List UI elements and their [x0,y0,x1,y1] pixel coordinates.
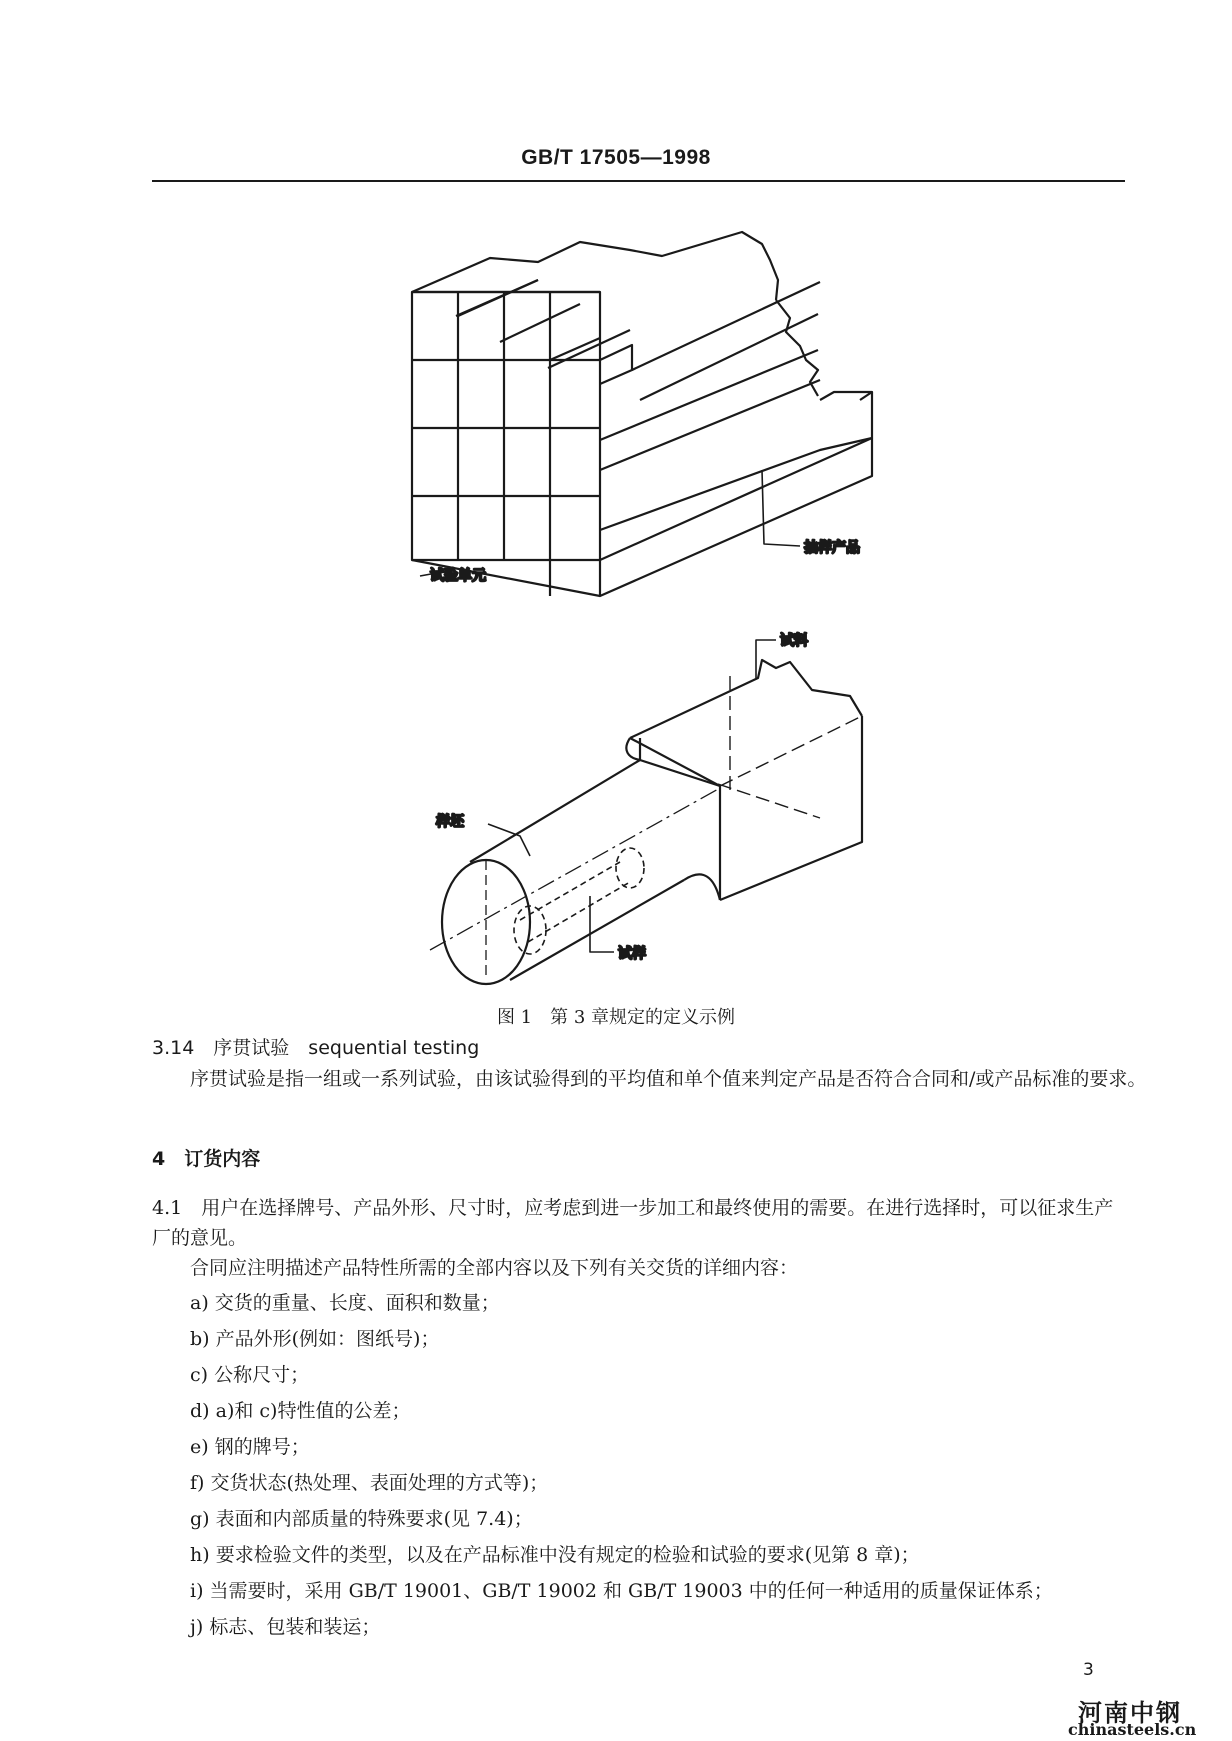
paragraph-4-1: 4.1 用户在选择牌号、产品外形、尺寸时，应考虑到进一步加工和最终使用的需要。在进行选择时，可以征求生产厂的意见。 [152,1197,1114,1249]
list-item: g) 表面和内部质量的特殊要求(见 7.4)； [190,1508,533,1530]
figure-caption: 图 1 第 3 章规定的定义示例 [496,1007,736,1028]
page-number: 3 [1083,1660,1094,1680]
list-item: h) 要求检验文件的类型，以及在产品标准中没有规定的检验和试验的要求(见第 8 章)； [190,1544,920,1566]
list-item: c) 公称尺寸； [190,1364,310,1386]
paragraph-contract: 合同应注明描述产品特性所需的全部内容以及下列有关交货的详细内容： [190,1257,799,1279]
label-specimen: 试样 [618,946,646,962]
page-header: GB/T 17505—1998 [521,146,711,169]
watermark-logo-text: 河南中钢 [1078,1699,1182,1727]
list-item: f) 交货状态(热处理、表面处理的方式等)； [190,1472,549,1494]
label-sample-product: 抽样产品 [804,540,860,556]
watermark-url: chinasteels.cn [1068,1720,1197,1739]
list-item: j) 标志、包装和装运； [190,1616,381,1638]
list-item: d) a)和 c)特性值的公差； [190,1400,411,1422]
blank-specimen-drawing [430,640,862,984]
section-3-14-heading: 3.14 序贯试验 sequential testing [152,1037,480,1059]
section-4-heading: 4 订货内容 [152,1148,261,1170]
label-test-unit: 试验单元 [430,568,486,584]
list-item: a) 交货的重量、长度、面积和数量； [190,1292,500,1314]
stacked-bars-drawing [412,232,872,596]
list-item: b) 产品外形(例如：图纸号)； [190,1328,440,1350]
list-item: e) 钢的牌号； [190,1436,310,1458]
label-blank: 样坯 [436,814,464,830]
section-3-14-paragraph: 序贯试验是指一组或一系列试验，由该试验得到的平均值和单个值来判定产品是否符合合同和/或产品标准的要求。 [190,1068,1147,1090]
list-item: i) 当需要时，采用 GB/T 19001、GB/T 19002 和 GB/T 19003 中的任何一种适用的质量保证体系； [190,1580,1053,1602]
label-sample: 试料 [780,633,808,649]
